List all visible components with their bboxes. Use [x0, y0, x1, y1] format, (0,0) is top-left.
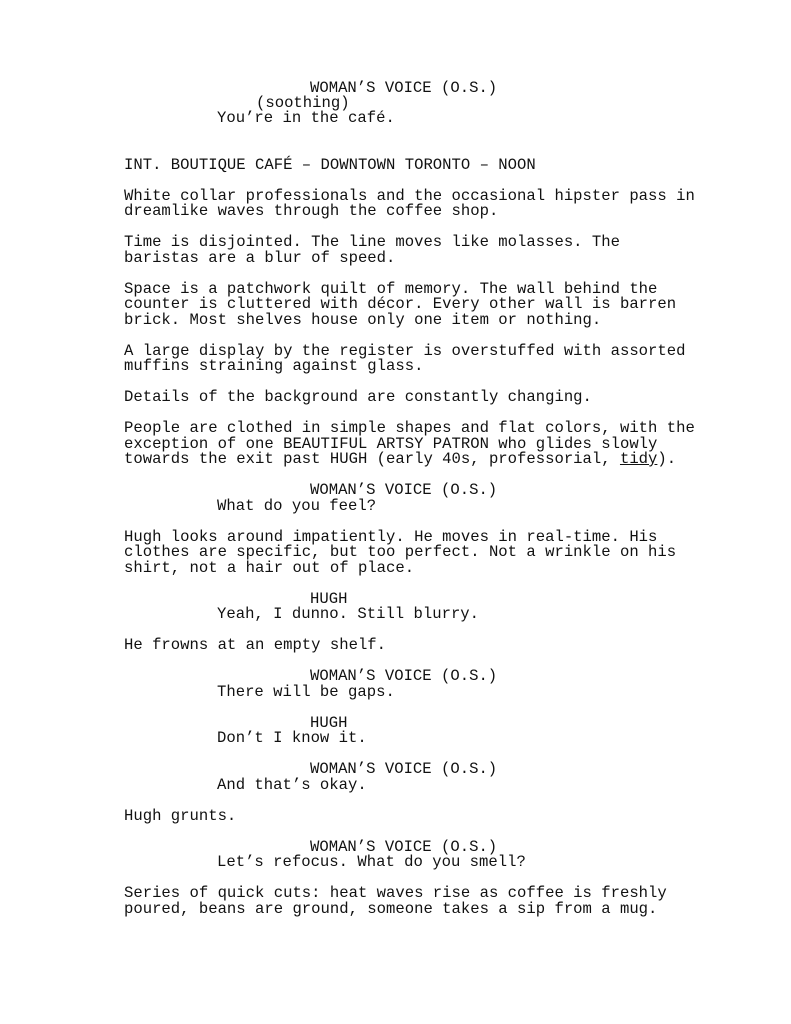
action-line: counter is cluttered with décor. Every other wall is barren — [124, 295, 677, 313]
action-text: towards the exit past HUGH (early 40s, professorial, — [124, 450, 620, 468]
action-line: Series of quick cuts: heat waves rise as coffee is freshly — [124, 884, 667, 902]
parenthetical: (soothing) — [256, 94, 350, 112]
action-line: shirt, not a hair out of place. — [124, 559, 415, 577]
dialogue: Let’s refocus. What do you smell? — [217, 853, 526, 871]
dialogue: You’re in the café. — [217, 109, 395, 127]
character-cue: WOMAN’S VOICE (O.S.) — [310, 667, 498, 685]
action-line: Space is a patchwork quilt of memory. The wall behind the — [124, 280, 658, 298]
action-line: Time is disjointed. The line moves like molasses. The — [124, 233, 620, 251]
action-line: clothes are specific, but too perfect. Not a wrinkle on his — [124, 543, 677, 561]
character-cue: HUGH — [310, 714, 348, 732]
underlined-word: tidy — [619, 450, 658, 468]
character-cue: HUGH — [310, 590, 348, 608]
character-cue: WOMAN’S VOICE (O.S.) — [310, 481, 498, 499]
action-line: exception of one BEAUTIFUL ARTSY PATRON who glides slowly — [124, 435, 658, 453]
action-line: White collar professionals and the occasional hipster pass in — [124, 187, 695, 205]
dialogue: There will be gaps. — [217, 683, 395, 701]
action-line: dreamlike waves through the coffee shop. — [124, 202, 499, 220]
dialogue: What do you feel? — [217, 497, 377, 515]
action-line: muffins straining against glass. — [124, 357, 424, 375]
dialogue: Don’t I know it. — [217, 729, 367, 747]
action-line: Hugh looks around impatiently. He moves in real-time. His — [124, 528, 658, 546]
action-text: ). — [657, 450, 677, 468]
action-line: baristas are a blur of speed. — [124, 249, 396, 267]
action-line: He frowns at an empty shelf. — [124, 636, 387, 654]
action-line: Hugh grunts. — [124, 807, 237, 825]
action-line — [124, 451, 676, 467]
action-line: A large display by the register is overstuffed with assorted — [124, 342, 686, 360]
action-line: brick. Most shelves house only one item or nothing. — [124, 311, 602, 329]
action-line: poured, beans are ground, someone takes a sip from a mug. — [124, 900, 658, 918]
scene-heading: INT. BOUTIQUE CAFÉ – DOWNTOWN TORONTO – NOON — [124, 156, 536, 174]
action-line: Details of the background are constantly changing. — [124, 388, 592, 406]
dialogue: And that’s okay. — [217, 776, 367, 794]
character-cue: WOMAN’S VOICE (O.S.) — [310, 79, 498, 97]
action-line: People are clothed in simple shapes and flat colors, with the — [124, 419, 695, 437]
dialogue: Yeah, I dunno. Still blurry. — [217, 605, 480, 623]
character-cue: WOMAN’S VOICE (O.S.) — [310, 760, 498, 778]
character-cue: WOMAN’S VOICE (O.S.) — [310, 838, 498, 856]
